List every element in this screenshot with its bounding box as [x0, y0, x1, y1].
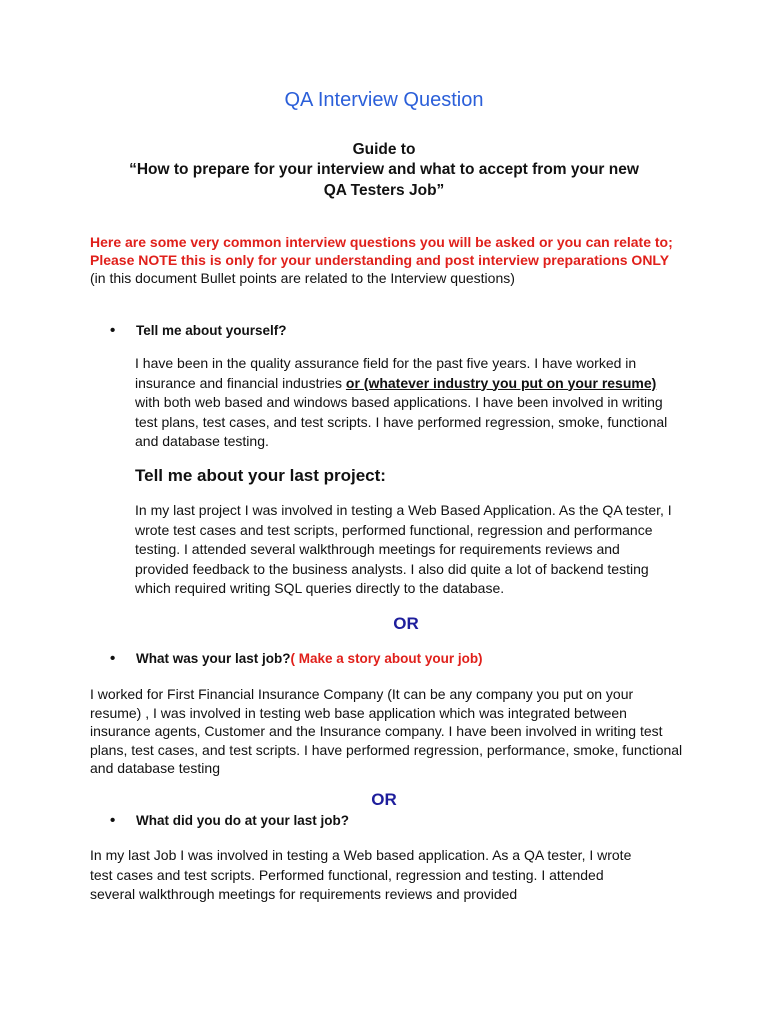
question-label [136, 650, 483, 668]
or-divider: OR [393, 614, 419, 633]
question-label: Tell me about yourself? [136, 323, 287, 338]
answer-last-job: I worked for First Financial Insurance Company (It can be any company you put on your resume) , I was involved in testing web base application which was integrated between insurance agents, Customer and the Insurance company. I have been involved in writing test plans, test cases, and test scripts. I have performed regression, performance, smoke, functional and database testing [90, 686, 683, 776]
page-title: QA Interview Question [284, 89, 484, 111]
guide-line-1: Guide to [352, 141, 416, 158]
or-divider: OR [371, 790, 397, 809]
answer-last-project: In my last project I was involved in testing a Web Based Application. As the QA tester, I wrote test cases and test scripts, performed functional, regression and performance testing. I attended several walkthrough meetings for requirements reviews and provided feedback to the business analysts. I also did quite a lot of backend testing which required writing SQL queries directly to the database. [135, 502, 672, 596]
bullet-icon: • [110, 812, 116, 829]
heading-last-project: Tell me about your last project: [135, 466, 386, 485]
answer-what-did-you-do: In my last Job I was involved in testing a Web based application. As a QA tester, I wrote test cases and test scripts. Performed functional, regression and testing. I attended several walkthrough meetings for requirements reviews and provided [90, 847, 632, 902]
intro-red-text: Here are some very common interview questions you will be asked or you can relate to; Please NOTE this is only for your understanding and post interview preparations ONLY [90, 234, 673, 268]
question-label-text: What was your last job? [136, 651, 291, 666]
intro-normal-text: (in this document Bullet points are related to the Interview questions) [90, 270, 515, 286]
answer-tell-me-about-yourself [135, 354, 680, 452]
answer-emphasis: or (whatever industry you put on your resume) [345, 374, 657, 391]
answer-text: I have been in the quality assurance field for the past five years. I have worked in insurance and financial industries [135, 355, 637, 391]
intro-paragraph [90, 233, 680, 287]
guide-line-3: QA Testers Job” [323, 182, 445, 199]
guide-line-2: “How to prepare for your interview and what to accept from your new [129, 161, 639, 178]
bullet-icon: • [110, 322, 116, 339]
question-label-hint: ( Make a story about your job) [290, 651, 483, 666]
answer-text: with both web based and windows based applications. I have been involved in writing test plans, test cases, and test scripts. I have performed regression, smoke, functional and database testing. [135, 394, 668, 449]
question-label: What did you do at your last job? [136, 813, 349, 828]
bullet-icon: • [110, 650, 116, 667]
